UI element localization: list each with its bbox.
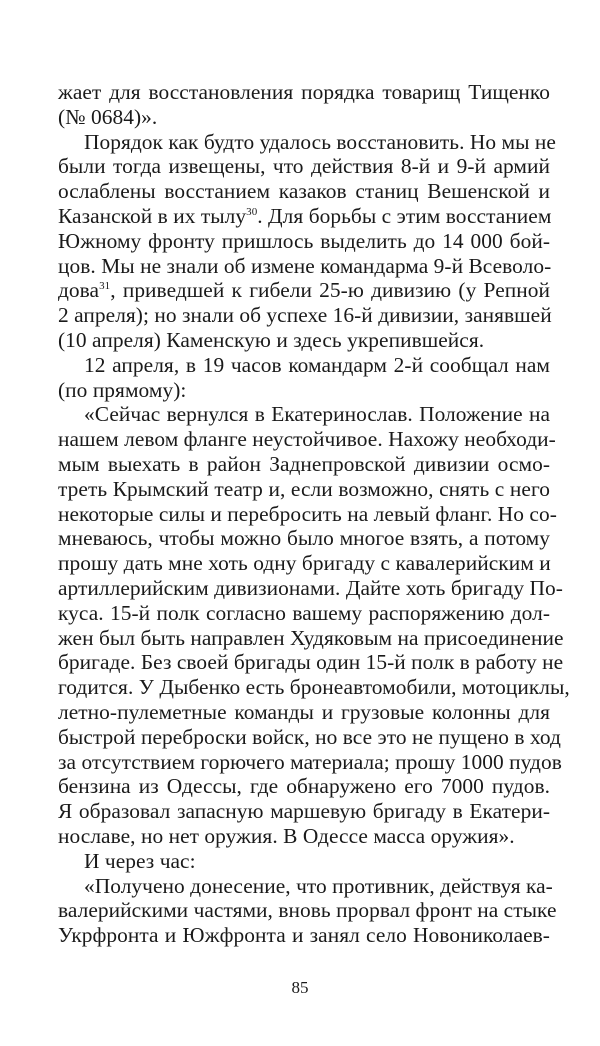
text-line-content: ослаблены восстанием казаков станиц Вешенской и	[58, 179, 550, 204]
text-line-content: «Сейчас вернулся в Екатеринослав. Положение на	[84, 402, 550, 427]
text-line-content: нашем левом фланге неустойчивое. Нахожу необходи-	[58, 427, 556, 452]
text-line-content: мневаюсь, чтобы можно было многое взять, а потому	[58, 526, 550, 551]
text-line	[58, 254, 550, 279]
text-line-content: быстрой переброски войск, но все это не пущено в ход	[58, 724, 561, 749]
text-line-content: валерийскими частями, вновь прорвал фронт на стыке	[58, 898, 557, 923]
footnote-marker: 31	[99, 280, 111, 293]
text-line-content: куса. 15-й полк согласно вашему распоряжению дол-	[58, 600, 550, 625]
text-line-content: цов. Мы не знали об измене командарма 9-й Всеволо-	[58, 253, 552, 278]
text-line	[58, 526, 550, 551]
text-line	[58, 452, 550, 477]
text-line-content: треть Крымский театр и, если возможно, снять с него	[58, 476, 550, 501]
text-line-content: бригаде. Без своей бригады один 15-й полк в работу не	[58, 650, 564, 675]
text-line	[58, 129, 556, 155]
text-line-content: за отсутствием горючего материала; прошу 1000 пудов	[58, 749, 562, 774]
text-line	[58, 799, 550, 824]
text-line-content: (№ 0684)».	[58, 104, 158, 129]
text-line-content: 12 апреля, в 19 часов командарм 2-й сообщал нам	[84, 352, 550, 377]
text-line-content: жает для восстановления порядка товарищ Тищенко	[58, 80, 550, 104]
text-line	[58, 154, 550, 179]
text-line-content: бензина из Одессы, где обнаружено его 7000 пудов.	[58, 774, 550, 799]
text-line	[58, 402, 550, 427]
text-line	[58, 601, 550, 626]
page-text	[58, 80, 570, 948]
text-line-content: Я образовал запасную маршевую бригаду в Екатери-	[58, 799, 550, 824]
text-line	[58, 749, 562, 775]
text-line	[58, 204, 550, 229]
text-line	[58, 849, 550, 874]
text-line	[58, 303, 550, 328]
text-line-content: Южному фронту пришлось выделить до 14 000 бой-	[58, 228, 550, 253]
text-line	[58, 278, 550, 303]
text-line	[58, 575, 563, 601]
text-line	[58, 477, 550, 502]
text-line-content: прошу дать мне хоть одну бригаду с кавалерийским и	[58, 551, 551, 576]
text-line-content: И через час:	[84, 848, 196, 873]
text-line-continuation: , приведшей к гибели 25-ю дивизию (у Репной	[110, 278, 550, 303]
text-line-continuation: . Для борьбы с этим восстанием	[257, 203, 552, 228]
footnote-marker: 30	[246, 205, 258, 218]
text-line-content: мым выехать в район Заднепровской дивизии осмо-	[58, 451, 550, 476]
text-line	[58, 229, 550, 254]
text-line	[58, 625, 564, 651]
text-line	[58, 923, 550, 948]
text-line-content: Порядок как будто удалось восстановить. Но мы не	[84, 129, 556, 154]
text-line-content: «Получено донесение, что противник, действуя ка-	[84, 873, 553, 898]
text-line	[58, 700, 550, 725]
text-line-content: летно-пулеметные команды и грузовые колонны для	[58, 699, 550, 724]
text-line-content: годится. У Дыбенко есть бронеавтомобили, мотоциклы,	[58, 675, 570, 700]
text-line-content: жен был быть направлен Худяковым на присоединение	[58, 625, 564, 650]
text-line	[58, 873, 553, 899]
text-line	[58, 774, 550, 799]
text-line	[58, 427, 556, 452]
text-line	[58, 105, 550, 130]
text-line-content: нославе, но нет оружия. В Одессе масса оружия».	[58, 823, 515, 848]
text-line	[58, 353, 550, 378]
text-line-content: дова	[58, 278, 100, 303]
text-line	[58, 898, 557, 923]
text-line	[58, 551, 550, 576]
page-number: 85	[291, 978, 309, 997]
text-line	[58, 179, 550, 204]
text-line-content: 2 апреля); но знали об успехе 16-й дивизии, занявшей	[58, 303, 552, 328]
text-line	[58, 824, 550, 849]
text-line-content: Укрфронта и Южфронта и занял село Новониколаев-	[58, 923, 550, 948]
text-line	[58, 675, 570, 700]
text-line	[58, 80, 550, 105]
text-line	[58, 378, 550, 403]
text-line	[58, 724, 561, 750]
text-line-content: (по прямому):	[58, 377, 187, 402]
text-line-content: были тогда извещены, что действия 8-й и 9-й армий	[58, 154, 550, 179]
text-line-content: Казанской в их тылу	[58, 203, 247, 228]
text-line-content: (10 апреля) Каменскую и здесь укрепившейся.	[58, 327, 485, 352]
text-line-content: артиллерийским дивизионами. Дайте хоть бригаду По-	[58, 575, 563, 600]
text-line	[58, 328, 550, 353]
text-line-content: некоторые силы и перебросить на левый фланг. Но со-	[58, 501, 557, 526]
text-line	[58, 650, 564, 675]
text-line	[58, 501, 557, 527]
